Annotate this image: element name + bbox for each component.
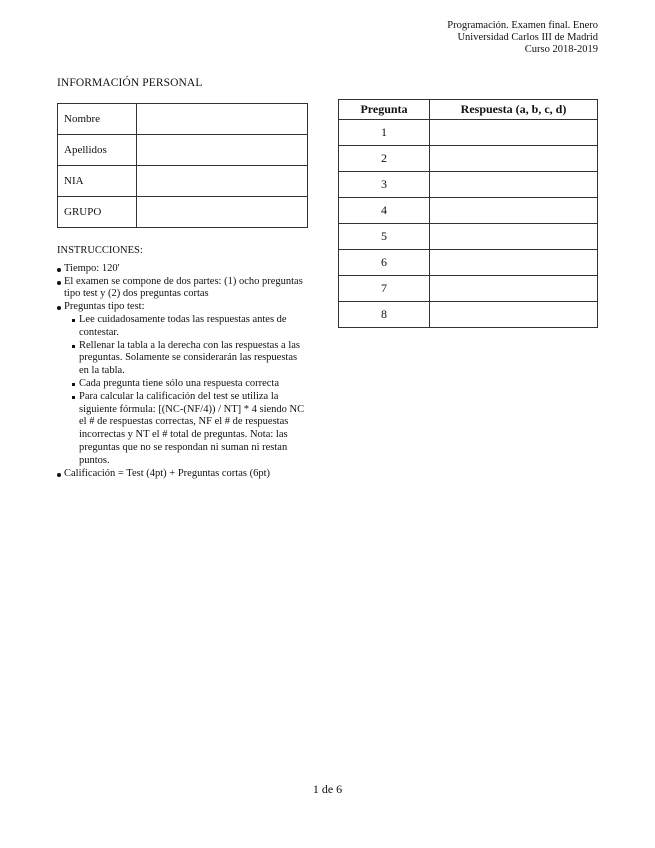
- question-number: 8: [339, 302, 430, 328]
- instructions-list: [57, 263, 309, 481]
- answers-table: [338, 99, 598, 328]
- list-item: [57, 276, 309, 302]
- page-header: [447, 20, 598, 56]
- field-label: GRUPO: [58, 197, 137, 228]
- table-row: [339, 224, 598, 250]
- subinstruction-fill-table: Rellenar la tabla a la derecha con las respuestas a las preguntas. Solamente se considerarán las respuestas en la tabla.: [79, 339, 300, 377]
- page-number: 1 de 6: [312, 782, 343, 796]
- question-number: 4: [339, 198, 430, 224]
- subinstruction-grading-formula: Para calcular la calificación del test se utiliza la siguiente fórmula: [(NC-(NF/4)) / NT] * 4 siendo NC el # de respuestas correctas, NF el # de respuestas incorrectas y NT el # total de preguntas. Nota: las preguntas que no se respondan ni suman ni restan puntos.: [79, 390, 305, 466]
- list-item: [57, 263, 309, 276]
- subinstruction-read: Lee cuidadosamente todas las respuestas antes de contestar.: [79, 313, 287, 338]
- answers-header-row: [339, 100, 598, 120]
- list-item: [71, 314, 309, 340]
- column-header-respuesta: Respuesta (a, b, c, d): [430, 100, 598, 120]
- answer-cell[interactable]: [430, 172, 598, 198]
- personal-info-table: [57, 103, 308, 228]
- instructions-block: [57, 245, 309, 480]
- instruction-structure: El examen se compone de dos partes: (1) ocho preguntas tipo test y (2) dos preguntas cortas: [64, 275, 303, 300]
- answer-cell[interactable]: [430, 276, 598, 302]
- personal-row-grupo: [58, 197, 308, 228]
- answer-cell[interactable]: [430, 224, 598, 250]
- answer-cell[interactable]: [430, 198, 598, 224]
- answer-cell[interactable]: [430, 302, 598, 328]
- instructions-title: INSTRUCCIONES:: [57, 245, 143, 256]
- instruction-time: Tiempo: 120': [64, 262, 120, 274]
- answer-cell[interactable]: [430, 146, 598, 172]
- table-row: [339, 120, 598, 146]
- grupo-field[interactable]: [137, 197, 308, 228]
- list-item: [71, 378, 309, 391]
- header-course-title: Programación. Examen final. Enero: [447, 20, 598, 31]
- table-row: [339, 172, 598, 198]
- list-item: [57, 301, 309, 467]
- table-row: [339, 302, 598, 328]
- instruction-test-heading: Preguntas tipo test:: [64, 301, 145, 313]
- nombre-field[interactable]: [137, 104, 308, 135]
- list-item: [57, 468, 309, 481]
- table-row: [339, 198, 598, 224]
- personal-row-nia: [58, 166, 308, 197]
- apellidos-field[interactable]: [137, 135, 308, 166]
- question-number: 7: [339, 276, 430, 302]
- table-row: [339, 146, 598, 172]
- question-number: 6: [339, 250, 430, 276]
- question-number: 5: [339, 224, 430, 250]
- header-university: Universidad Carlos III de Madrid: [457, 32, 598, 43]
- field-label: NIA: [58, 166, 137, 197]
- header-academic-year: Curso 2018-2019: [524, 44, 598, 55]
- personal-info-title: INFORMACIÓN PERSONAL: [57, 77, 203, 89]
- personal-row-nombre: [58, 104, 308, 135]
- table-row: [339, 276, 598, 302]
- test-instructions-sublist: [64, 314, 309, 468]
- list-item: [71, 340, 309, 378]
- field-label: Nombre: [58, 104, 137, 135]
- question-number: 3: [339, 172, 430, 198]
- column-header-pregunta: Pregunta: [339, 100, 430, 120]
- nia-field[interactable]: [137, 166, 308, 197]
- field-label: Apellidos: [58, 135, 137, 166]
- list-item: [71, 391, 309, 468]
- instruction-grading: Calificación = Test (4pt) + Preguntas cortas (6pt): [64, 467, 270, 479]
- personal-row-apellidos: [58, 135, 308, 166]
- question-number: 2: [339, 146, 430, 172]
- answer-cell[interactable]: [430, 120, 598, 146]
- table-row: [339, 250, 598, 276]
- subinstruction-single-answer: Cada pregunta tiene sólo una respuesta correcta: [79, 377, 279, 389]
- answer-cell[interactable]: [430, 250, 598, 276]
- question-number: 1: [339, 120, 430, 146]
